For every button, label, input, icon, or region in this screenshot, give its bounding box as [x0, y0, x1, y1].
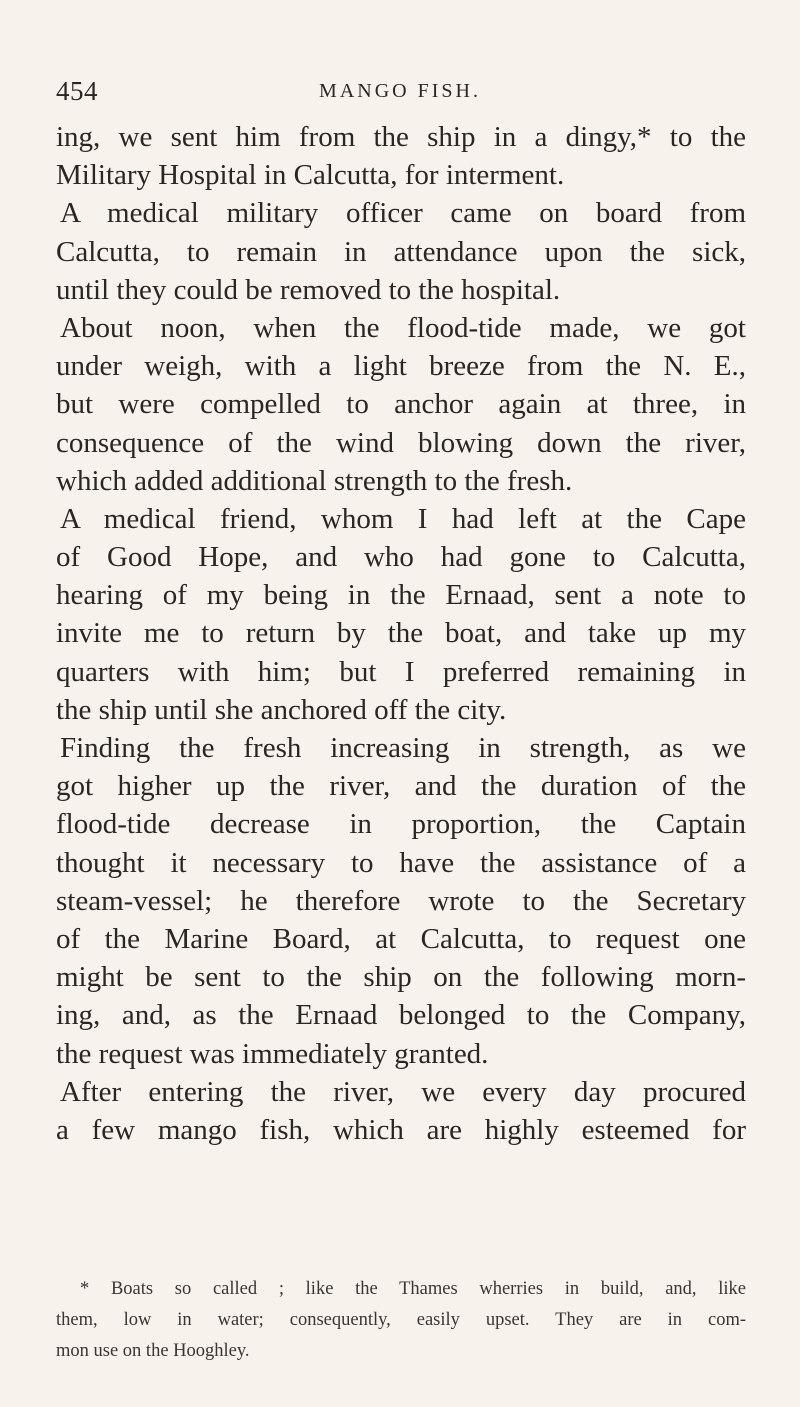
text-line: About noon, when the flood-tide made, we got: [60, 311, 746, 344]
text-line: the request was immediately granted.: [56, 1037, 489, 1070]
text-line: got higher up the river, and the duration of the: [56, 770, 746, 803]
text-line: which added additional strength to the fresh.: [56, 464, 573, 497]
text-line: quarters with him; but I preferred remaining in: [56, 655, 746, 688]
text-line: of Good Hope, and who had gone to Calcutta,: [56, 541, 746, 574]
text-line: of the Marine Board, at Calcutta, to request one: [56, 922, 746, 955]
text-line: A medical military officer came on board from: [60, 197, 746, 230]
footnote-line: mon use on the Hooghley.: [56, 1341, 250, 1361]
text-line: invite me to return by the boat, and take up my: [56, 617, 746, 650]
text-line: but were compelled to anchor again at three, in: [56, 388, 746, 421]
text-line: After entering the river, we every day procured: [60, 1075, 746, 1108]
body-text: [56, 118, 746, 1149]
page-header: [56, 76, 744, 116]
running-head: MANGO FISH.: [319, 80, 481, 102]
text-line: hearing of my being in the Ernaad, sent a note to: [56, 579, 746, 612]
text-line: thought it necessary to have the assistance of a: [56, 846, 746, 879]
text-line: Calcutta, to remain in attendance upon the sick,: [56, 235, 746, 268]
text-line: under weigh, with a light breeze from the N. E.,: [56, 350, 746, 383]
text-line: flood-tide decrease in proportion, the Captain: [56, 808, 746, 841]
text-line: consequence of the wind blowing down the river,: [56, 426, 746, 459]
text-line: Finding the fresh increasing in strength, as we: [60, 732, 746, 764]
text-line: a few mango fish, which are highly esteemed for: [56, 1113, 746, 1146]
text-line: might be sent to the ship on the following morn-: [56, 961, 746, 994]
footnote-line: * Boats so called ; like the Thames wherries in build, and, like: [80, 1279, 746, 1299]
text-line: the ship until she anchored off the city.: [56, 693, 507, 726]
text-line: Military Hospital in Calcutta, for interment.: [56, 159, 565, 192]
footnote: [56, 1274, 746, 1367]
text-line: until they could be removed to the hospital.: [56, 273, 561, 306]
footnote-line: them, low in water; consequently, easily upset. They are in com-: [56, 1310, 746, 1330]
text-line: ing, we sent him from the ship in a dingy,* to the: [56, 121, 746, 153]
text-line: A medical friend, whom I had left at the Cape: [60, 502, 746, 535]
text-line: steam-vessel; he therefore wrote to the Secretary: [56, 884, 746, 917]
text-line: ing, and, as the Ernaad belonged to the Company,: [56, 999, 746, 1032]
page-number: 454: [56, 76, 98, 106]
